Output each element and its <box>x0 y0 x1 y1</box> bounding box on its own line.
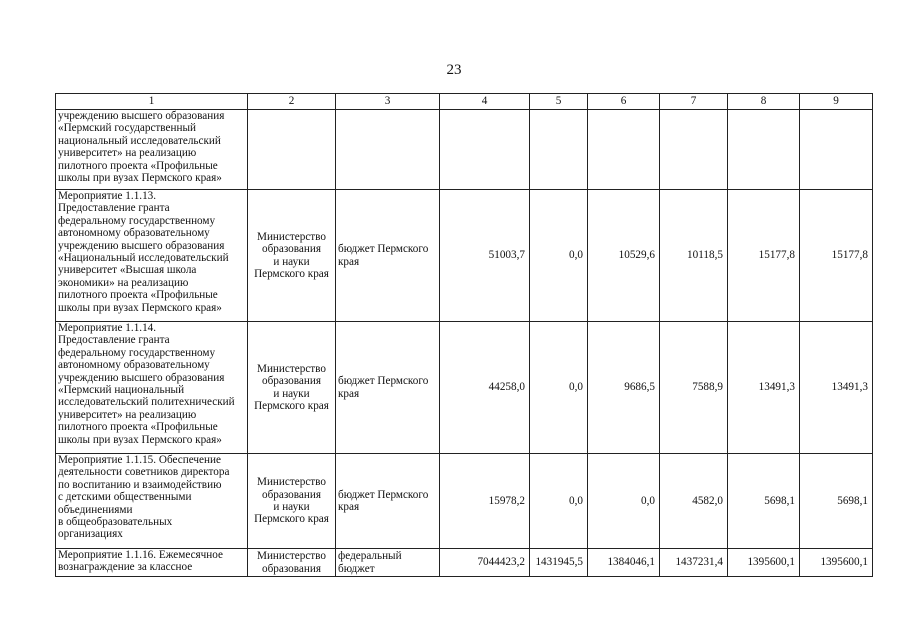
column-header: 5 <box>530 94 588 110</box>
amount-cell: 9686,5 <box>588 322 660 454</box>
funding-source: бюджет Пермского края <box>336 322 440 454</box>
amount-cell: 15978,2 <box>440 454 530 549</box>
funding-source: федеральный бюджет <box>336 549 440 577</box>
column-header: 8 <box>728 94 800 110</box>
amount-cell <box>800 110 873 190</box>
activity-description: Мероприятие 1.1.16. Ежемесячное вознаграждение за классное <box>56 549 248 577</box>
amount-cell: 4582,0 <box>660 454 728 549</box>
amount-cell <box>728 110 800 190</box>
funding-source <box>336 110 440 190</box>
column-header: 3 <box>336 94 440 110</box>
amount-cell: 15177,8 <box>728 190 800 322</box>
table-row <box>56 190 873 322</box>
activity-description: Мероприятие 1.1.13. Предоставление гранта федеральному государственному автономному образовательному учреждению высшего образования «Национальный исследовательский университет «Высшая школа экономики» на реализацию пилотного проекта «Профильные школы при вузах Пермского края» <box>56 190 248 322</box>
amount-cell: 1384046,1 <box>588 549 660 577</box>
responsible-executor: Министерство образования <box>248 549 336 577</box>
activity-description: учреждению высшего образования «Пермский государственный национальный исследовательский университет» на реализацию пилотного проекта «Профильные школы при вузах Пермского края» <box>56 110 248 190</box>
amount-cell: 10529,6 <box>588 190 660 322</box>
column-header: 7 <box>660 94 728 110</box>
amount-cell: 7044423,2 <box>440 549 530 577</box>
table-row <box>56 322 873 454</box>
amount-cell: 10118,5 <box>660 190 728 322</box>
amount-cell: 5698,1 <box>800 454 873 549</box>
responsible-executor: Министерство образования и науки Пермского края <box>248 322 336 454</box>
amount-cell: 7588,9 <box>660 322 728 454</box>
activity-description: Мероприятие 1.1.14. Предоставление гранта федеральному государственному автономному образовательному учреждению высшего образования «Пермский национальный исследовательский политехнический университет» на реализацию пилотного проекта «Профильные школы при вузах Пермского края» <box>56 322 248 454</box>
amount-cell: 1395600,1 <box>728 549 800 577</box>
amount-cell: 1395600,1 <box>800 549 873 577</box>
responsible-executor: Министерство образования и науки Пермского края <box>248 454 336 549</box>
amount-cell: 0,0 <box>530 322 588 454</box>
column-header: 6 <box>588 94 660 110</box>
page-number: 23 <box>446 62 462 78</box>
header-row <box>56 94 873 110</box>
amount-cell <box>588 110 660 190</box>
table-row <box>56 110 873 190</box>
amount-cell: 0,0 <box>530 190 588 322</box>
amount-cell <box>660 110 728 190</box>
amount-cell: 1437231,4 <box>660 549 728 577</box>
amount-cell: 1431945,5 <box>530 549 588 577</box>
funding-source: бюджет Пермского края <box>336 454 440 549</box>
column-header: 2 <box>248 94 336 110</box>
amount-cell: 44258,0 <box>440 322 530 454</box>
column-header: 9 <box>800 94 873 110</box>
amount-cell <box>530 110 588 190</box>
amount-cell: 15177,8 <box>800 190 873 322</box>
responsible-executor: Министерство образования и науки Пермского края <box>248 190 336 322</box>
amount-cell: 0,0 <box>588 454 660 549</box>
table-row <box>56 454 873 549</box>
responsible-executor <box>248 110 336 190</box>
amount-cell: 0,0 <box>530 454 588 549</box>
amount-cell: 51003,7 <box>440 190 530 322</box>
table-row <box>56 549 873 577</box>
column-header: 4 <box>440 94 530 110</box>
amount-cell: 5698,1 <box>728 454 800 549</box>
amount-cell: 13491,3 <box>800 322 873 454</box>
amount-cell <box>440 110 530 190</box>
funding-source: бюджет Пермского края <box>336 190 440 322</box>
column-header: 1 <box>56 94 248 110</box>
activity-description: Мероприятие 1.1.15. Обеспечение деятельности советников директора по воспитанию и взаимодействию с детскими общественными объединениями в общеобразовательных организациях <box>56 454 248 549</box>
amount-cell: 13491,3 <box>728 322 800 454</box>
program-activities-table <box>55 93 873 577</box>
